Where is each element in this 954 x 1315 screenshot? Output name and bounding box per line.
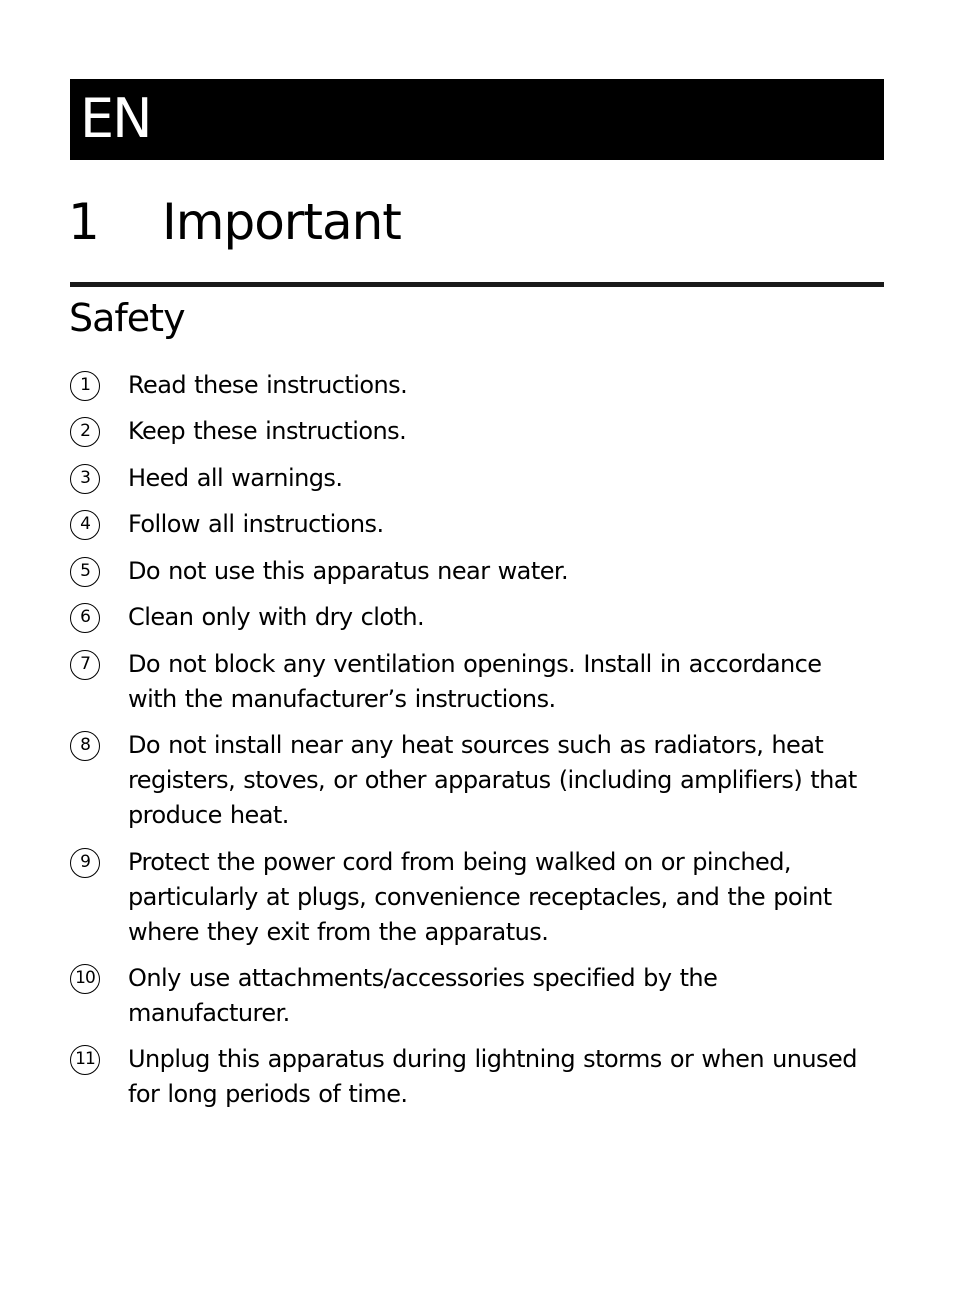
item-text bbox=[128, 461, 888, 496]
item-number-badge: 1 bbox=[70, 371, 100, 401]
item-text-line: produce heat. bbox=[128, 801, 289, 829]
item-text bbox=[128, 600, 888, 635]
item-number-badge: 10 bbox=[70, 964, 100, 994]
section-title: Safety bbox=[69, 296, 185, 340]
chapter-title: Important bbox=[162, 193, 401, 251]
item-text bbox=[128, 845, 888, 950]
item-text bbox=[128, 554, 888, 589]
item-number-badge: 7 bbox=[70, 650, 100, 680]
item-text bbox=[128, 368, 888, 403]
item-text bbox=[128, 961, 888, 1031]
item-number-badge: 3 bbox=[70, 464, 100, 494]
item-number-badge: 8 bbox=[70, 731, 100, 761]
item-text bbox=[128, 507, 888, 542]
item-number-badge: 4 bbox=[70, 510, 100, 540]
item-number-badge: 5 bbox=[70, 557, 100, 587]
item-text-line: Do not use this apparatus near water. bbox=[128, 557, 569, 585]
language-code: EN bbox=[80, 87, 151, 150]
item-text-line: particularly at plugs, convenience receptacles, and the point bbox=[128, 883, 832, 911]
item-text-line: where they exit from the apparatus. bbox=[128, 918, 549, 946]
chapter-heading bbox=[70, 190, 884, 254]
item-text-line: manufacturer. bbox=[128, 999, 290, 1027]
item-text-line: registers, stoves, or other apparatus (including amplifiers) that bbox=[128, 766, 857, 794]
chapter-number: 1 bbox=[68, 193, 100, 251]
item-text bbox=[128, 647, 888, 717]
item-number-badge: 11 bbox=[70, 1045, 100, 1075]
item-text-line: Heed all warnings. bbox=[128, 464, 343, 492]
item-text-line: Do not install near any heat sources such as radiators, heat bbox=[128, 731, 824, 759]
item-number-badge: 2 bbox=[70, 417, 100, 447]
item-text-line: for long periods of time. bbox=[128, 1080, 408, 1108]
item-text-line: Unplug this apparatus during lightning storms or when unused bbox=[128, 1045, 857, 1073]
item-number-badge: 6 bbox=[70, 603, 100, 633]
item-text-line: Clean only with dry cloth. bbox=[128, 603, 425, 631]
item-text-line: Keep these instructions. bbox=[128, 417, 407, 445]
item-text-line: Do not block any ventilation openings. Install in accordance bbox=[128, 650, 822, 678]
item-text-line: Protect the power cord from being walked on or pinched, bbox=[128, 848, 791, 876]
item-text bbox=[128, 728, 888, 833]
item-text bbox=[128, 1042, 888, 1112]
item-text-line: Follow all instructions. bbox=[128, 510, 384, 538]
language-bar bbox=[70, 79, 884, 160]
item-text-line: Read these instructions. bbox=[128, 371, 408, 399]
item-text-line: Only use attachments/accessories specified by the bbox=[128, 964, 718, 992]
item-number-badge: 9 bbox=[70, 848, 100, 878]
item-text-line: with the manufacturer’s instructions. bbox=[128, 685, 556, 713]
heading-divider bbox=[70, 282, 884, 287]
item-text bbox=[128, 414, 888, 449]
